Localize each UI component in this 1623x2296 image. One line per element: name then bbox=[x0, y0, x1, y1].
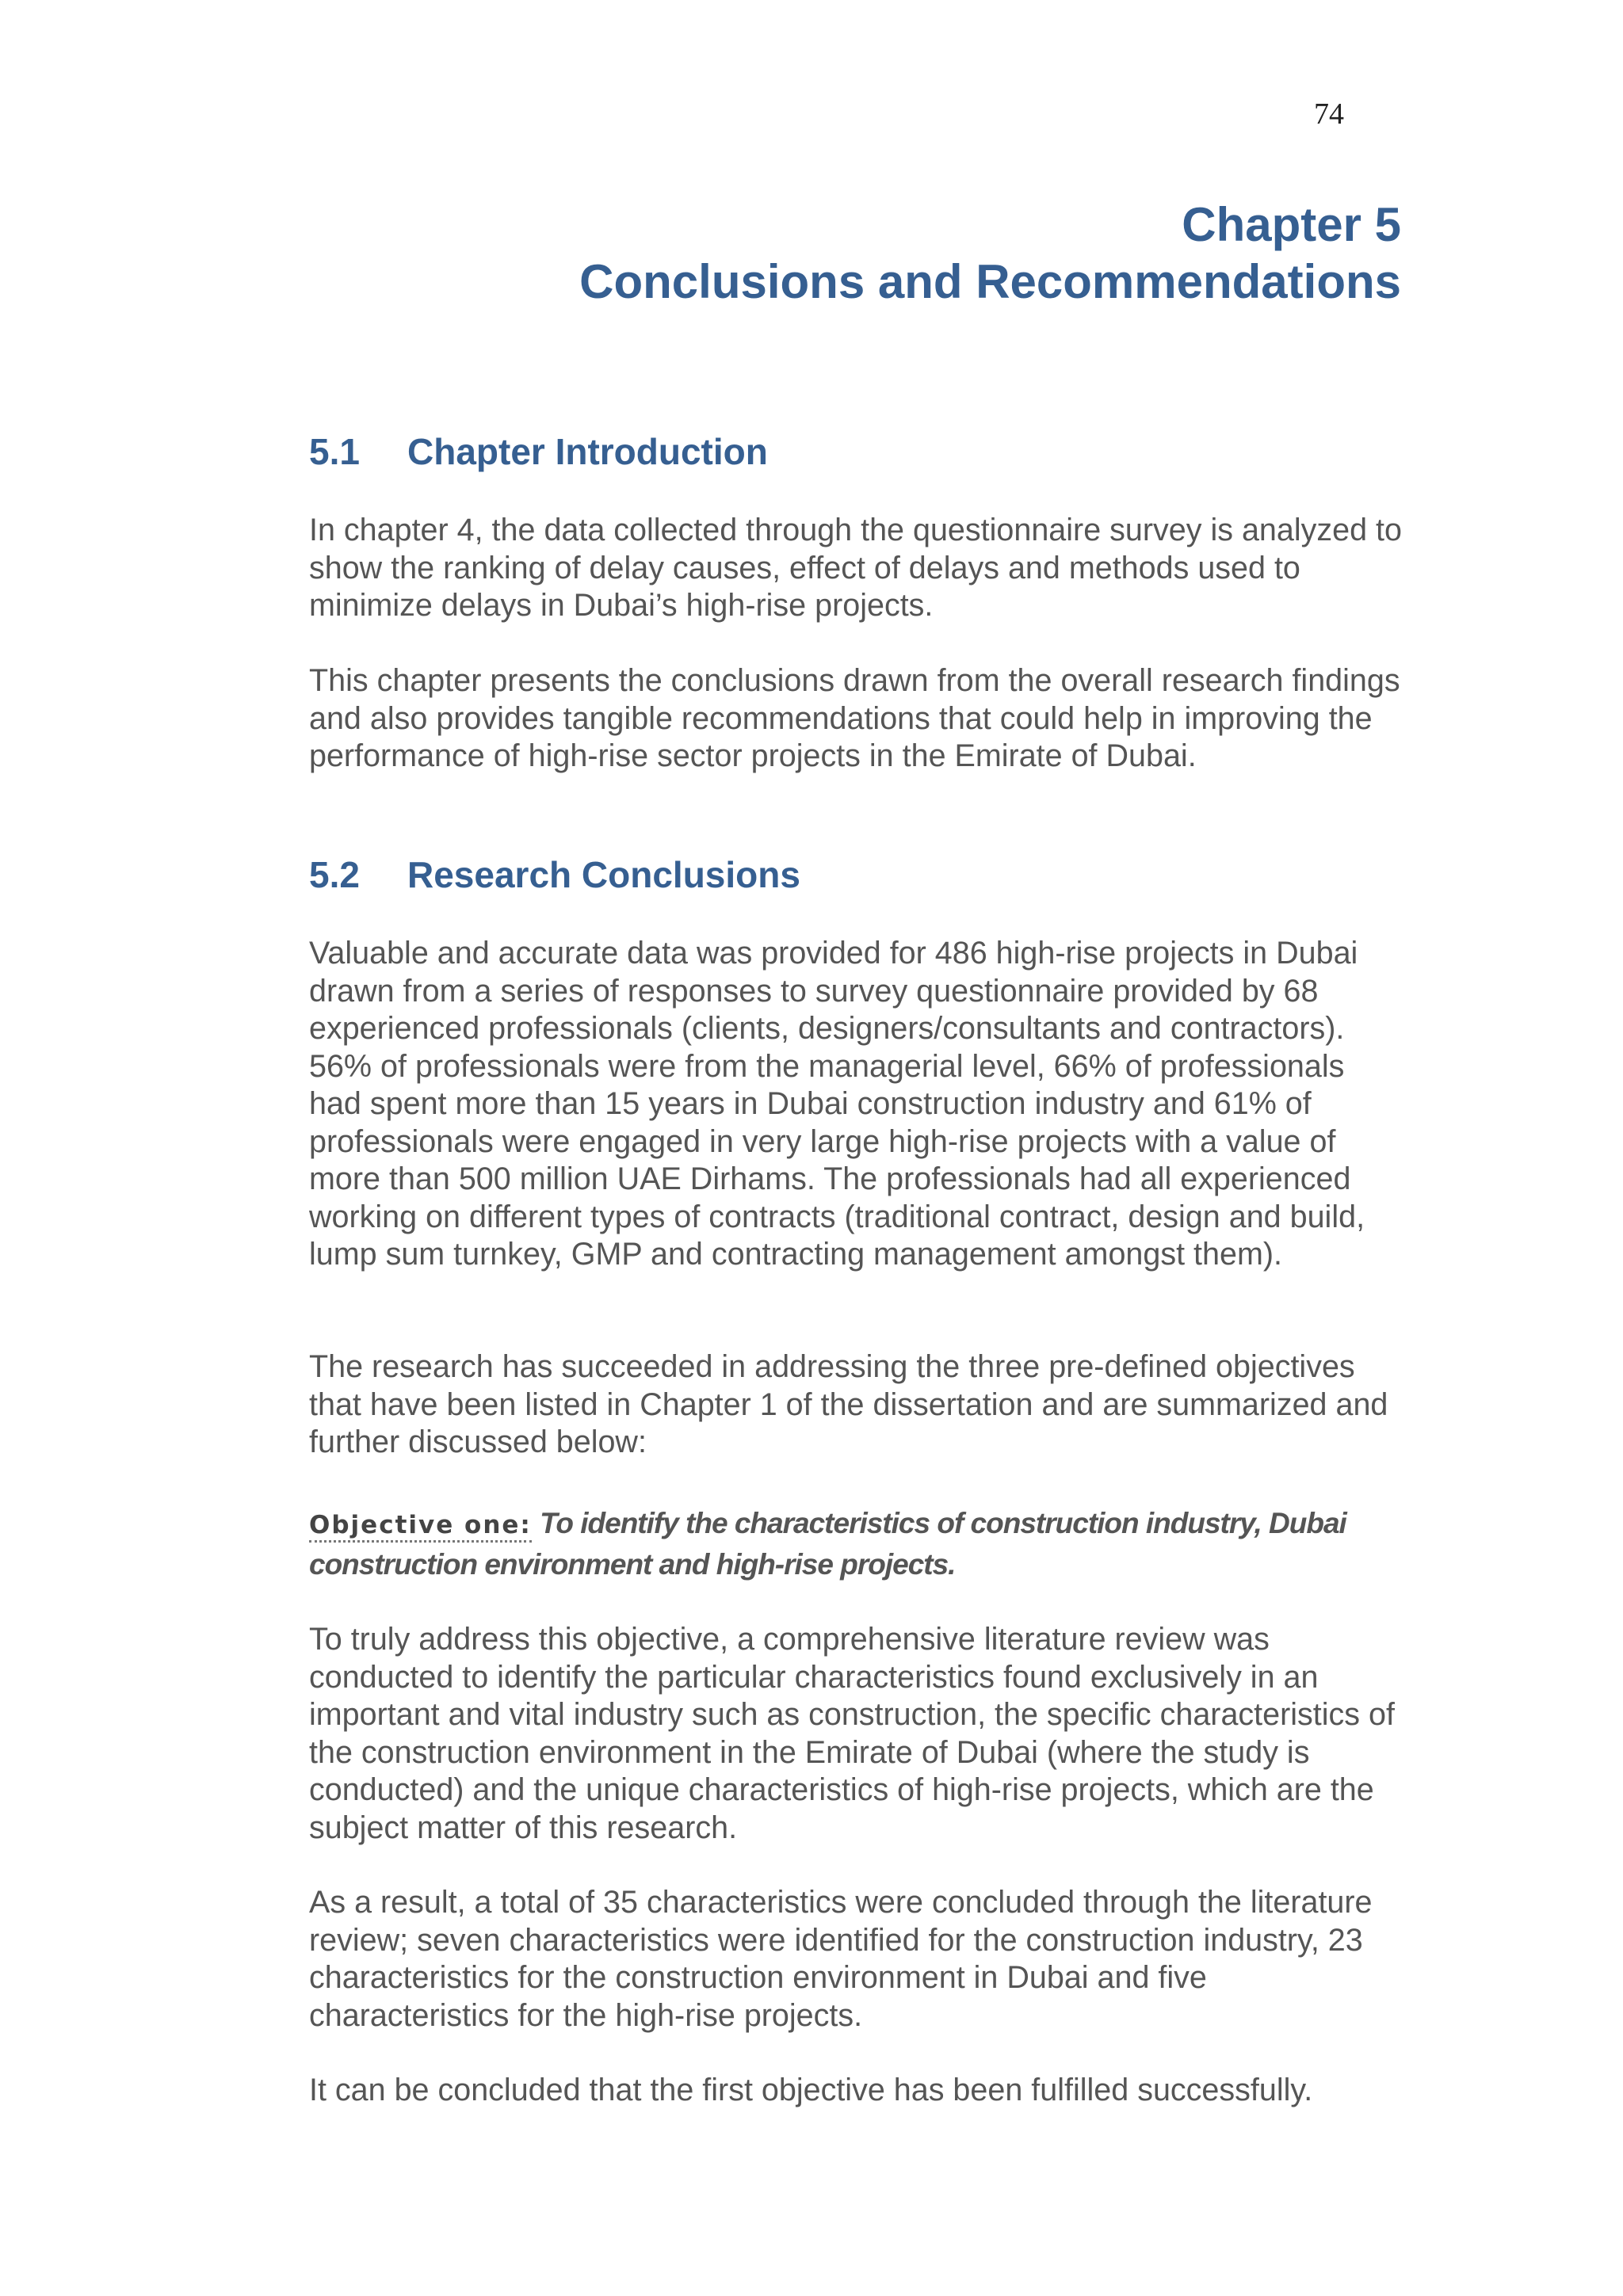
section-title: Research Conclusions bbox=[407, 854, 800, 895]
chapter-title: Conclusions and Recommendations bbox=[579, 255, 1401, 308]
chapter-number: Chapter 5 bbox=[1182, 198, 1401, 251]
chapter-heading bbox=[579, 196, 1401, 311]
objective-text: To identify the characteristics of construction industry, Dubai construction environment and high-rise projects. bbox=[309, 1507, 1346, 1581]
section-number: 5.2 bbox=[309, 854, 360, 895]
objective-label: Objective one: bbox=[309, 1511, 532, 1543]
objective-one bbox=[309, 1504, 1419, 1584]
paragraph: This chapter presents the conclusions drawn from the overall research findings and also provides tangible recommendations that could help in improving the performance of high-rise sector projects in the Emirate of Dubai. bbox=[309, 663, 1400, 773]
paragraph: To truly address this objective, a comprehensive literature review was conducted to identify the particular characteristics found exclusively in an important and vital industry such as construction, the specific characteristics of the construction environment in the Emirate of Dubai (where the study is conducted) and the unique characteristics of high-rise projects, which are the subject matter of this research. bbox=[309, 1622, 1395, 1845]
paragraph: As a result, a total of 35 characteristics were concluded through the literature review; seven characteristics were identified for the construction industry, 23 characteristics for the construction environment in Dubai and five characteristics for the high-rise projects. bbox=[309, 1885, 1373, 2033]
section-title: Chapter Introduction bbox=[407, 431, 768, 472]
section-heading-5-1 bbox=[309, 429, 768, 474]
paragraph: Valuable and accurate data was provided for 486 high-rise projects in Dubai drawn from a series of responses to survey questionnaire provided by 68 experienced professionals (clients, designers/consultants and contractors). 56% of professionals were from the managerial level, 66% of professionals had spent more than 15 years in Dubai construction industry and 61% of professionals were engaged in very large high-rise projects with a value of more than 500 million UAE Dirhams. The professionals had all experienced working on different types of contracts (traditional contract, design and build, lump sum turnkey, GMP and contracting management amongst them). bbox=[309, 936, 1365, 1272]
section-number: 5.1 bbox=[309, 431, 360, 472]
section-heading-5-2 bbox=[309, 852, 800, 897]
page-number: 74 bbox=[1314, 97, 1344, 131]
paragraph: The research has succeeded in addressing the three pre-defined objectives that have been listed in Chapter 1 of the dissertation and are summarized and further discussed below: bbox=[309, 1349, 1388, 1459]
paragraph: It can be concluded that the first objective has been fulfilled successfully. bbox=[309, 2073, 1313, 2107]
paragraph: In chapter 4, the data collected through the questionnaire survey is analyzed to show the ranking of delay causes, effect of delays and methods used to minimize delays in Dubai’s high-rise projects. bbox=[309, 513, 1402, 623]
